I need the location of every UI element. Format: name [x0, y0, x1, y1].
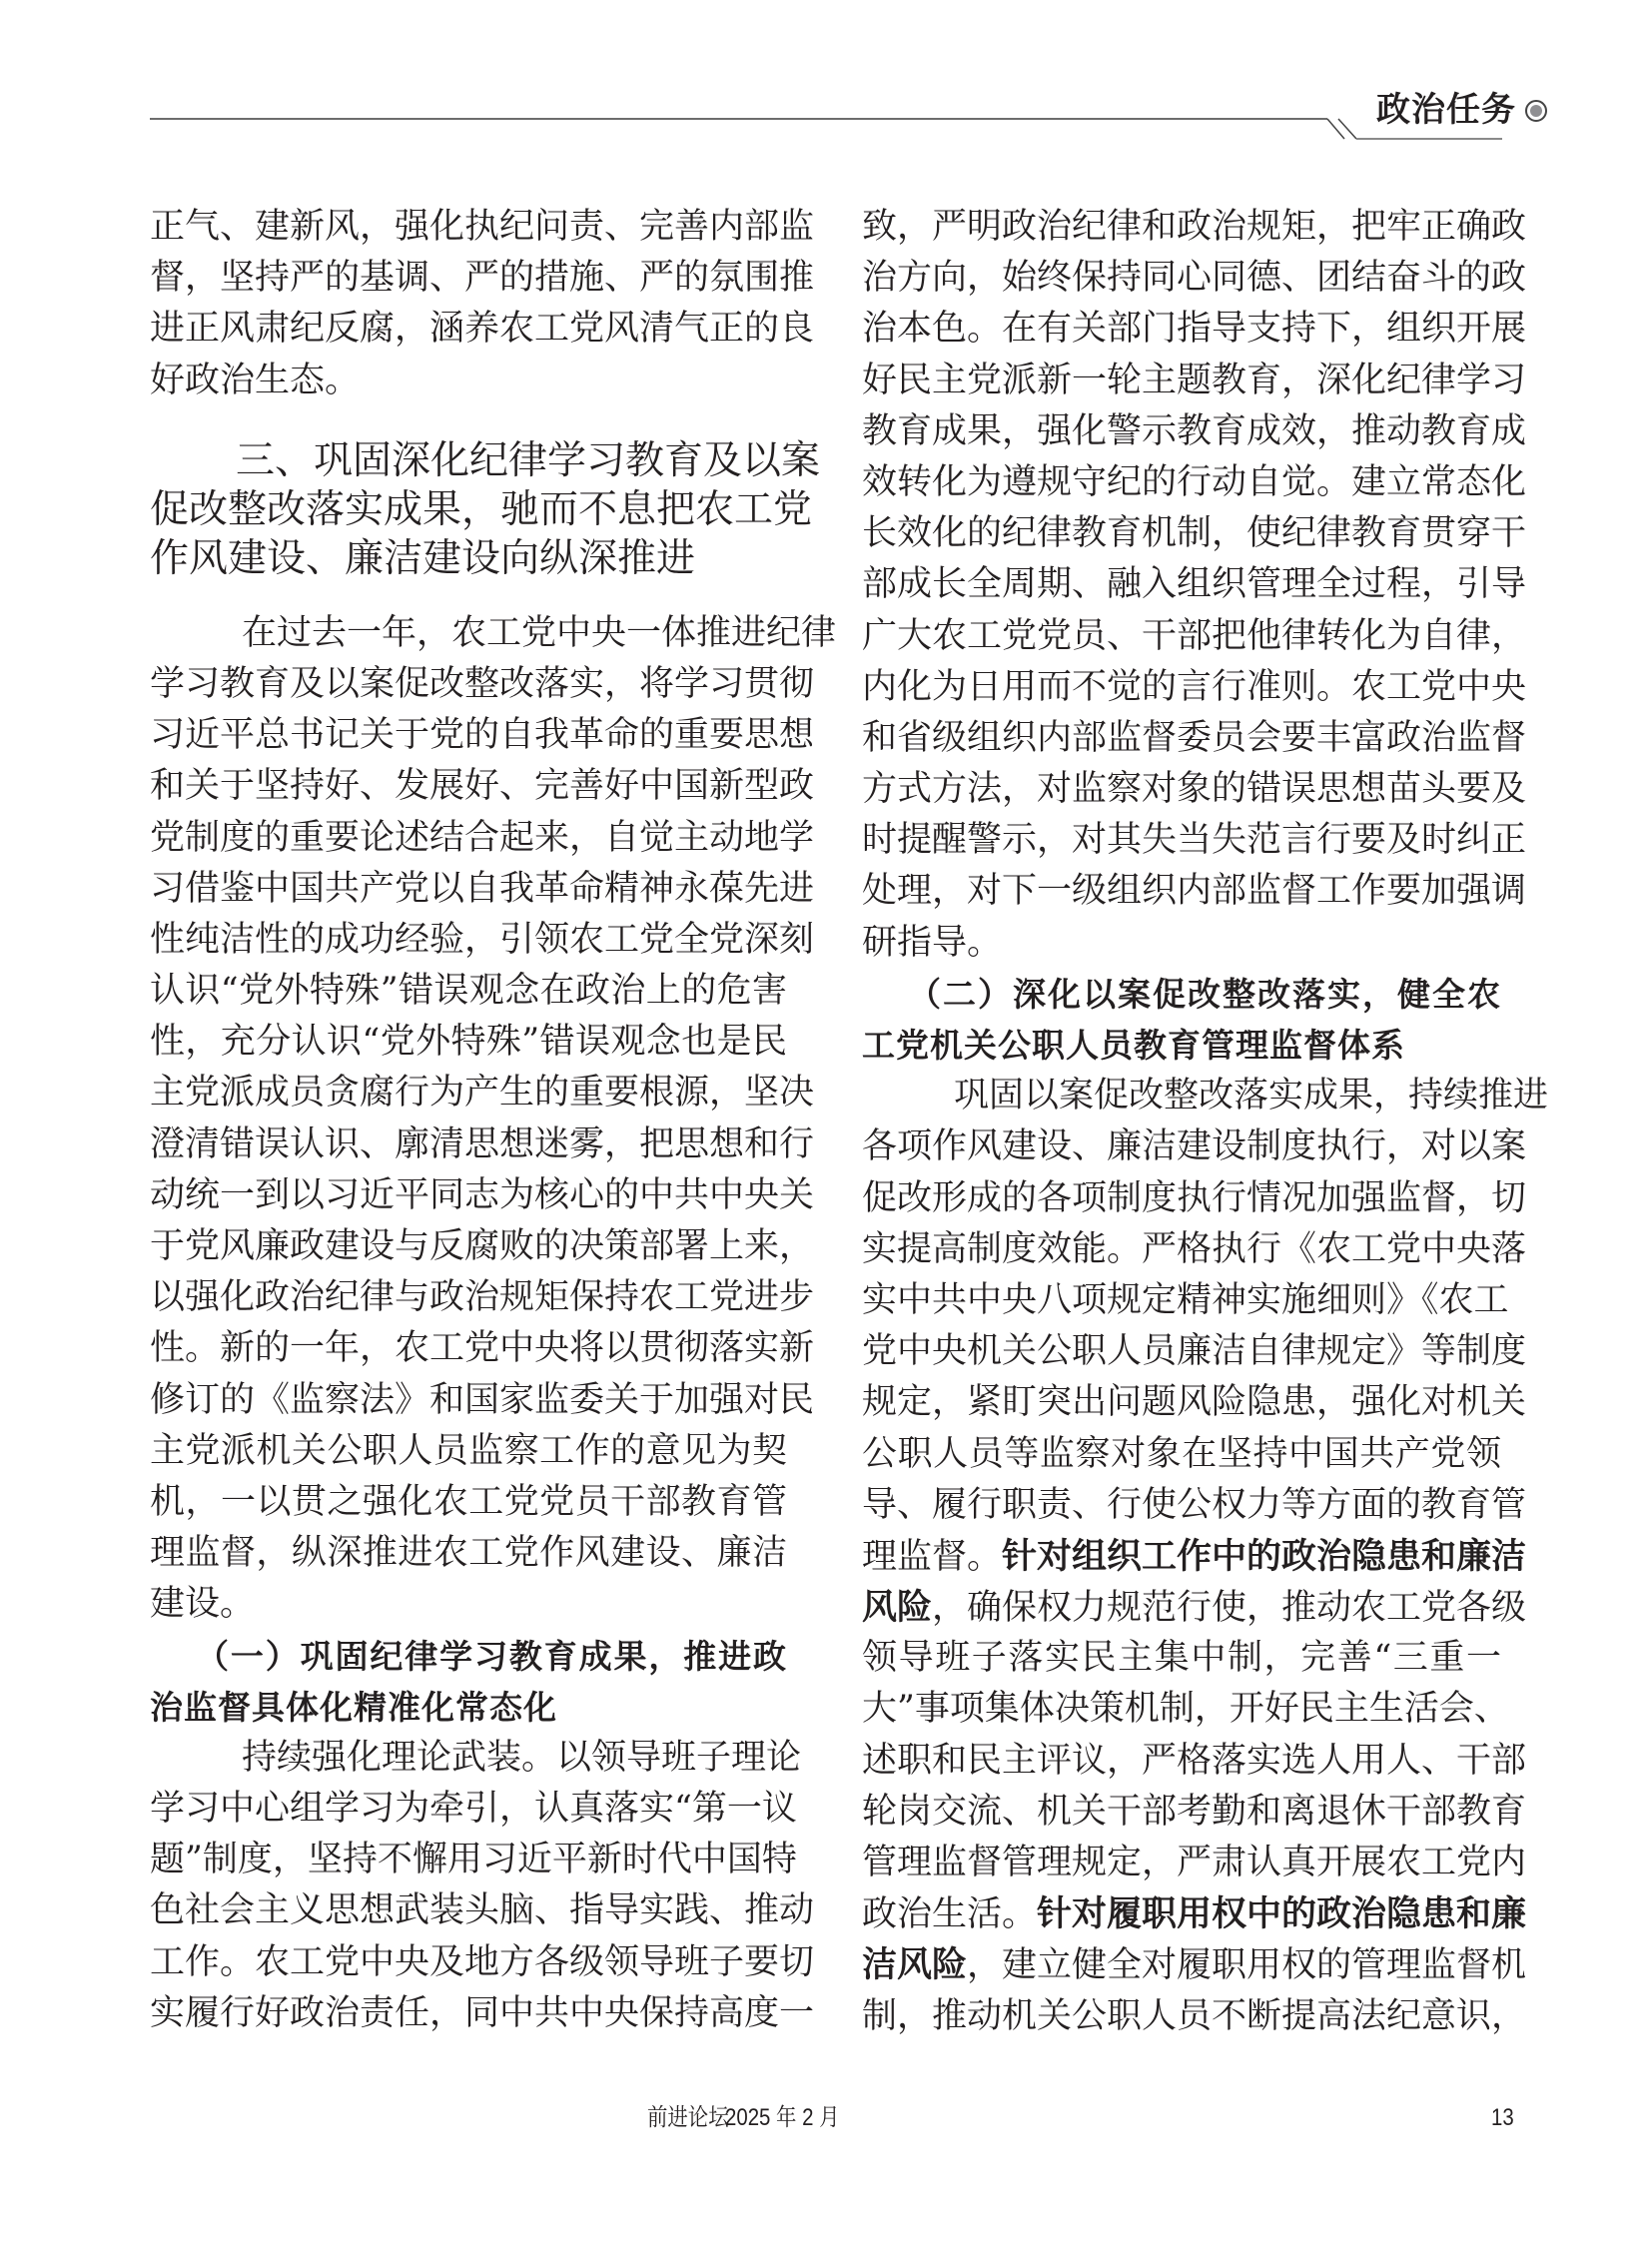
text-line: 党中央机关公职人员廉洁自律规定》等制度: [862, 1331, 1527, 1372]
text-line: 学习教育及以案促改整改落实，将学习贯彻: [150, 663, 815, 704]
text-line: [862, 1939, 1527, 1990]
text-line: 实中共中央八项规定精神实施细则》《农工: [862, 1279, 1509, 1320]
text-line: 公职人员等监察对象在坚持中国共产党领: [862, 1433, 1501, 1474]
text-line: 规定，紧盯突出问题风险隐患，强化对机关: [862, 1382, 1527, 1423]
text-line: 题”制度，坚持不懈用习近平新时代中国特: [150, 1840, 797, 1880]
text-line: 大”事项集体决策机制，开好民主生活会、: [862, 1689, 1509, 1730]
text-line: 处理，对下一级组织内部监督工作要加强调: [862, 871, 1527, 912]
text-line: [862, 1582, 1527, 1633]
text-line: 长效化的纪律教育机制，使纪律教育贯穿干: [862, 513, 1527, 554]
text-line: 制，推动机关公职人员不断提高法纪意识，: [862, 1995, 1527, 2036]
sub-heading: [862, 969, 1501, 1071]
body-paragraph: [150, 1733, 815, 2039]
text-line: 建设。: [150, 1584, 256, 1625]
text-line: 持续强化理论武装。以领导班子理论: [242, 1737, 802, 1778]
bold-emphasis: 针对组织工作中的政治隐患和廉洁: [1002, 1535, 1527, 1577]
bullet-dot: [1530, 105, 1542, 117]
text-line: 理监督，纵深推进农工党作风建设、廉洁: [150, 1533, 787, 1574]
text-line: 正气、建新风，强化执纪问责、完善内部监: [150, 207, 815, 247]
text-line: 三、巩固深化纪律学习教育及以案: [236, 437, 821, 483]
left-column: [150, 202, 837, 2039]
text-line: [862, 1888, 1527, 1939]
text-line: 时提醒警示，对其失当失范言行要及时纠正: [862, 820, 1527, 861]
text-line: 方式方法，对监察对象的错误思想苗头要及: [862, 769, 1527, 810]
body-paragraph: [150, 608, 837, 1631]
text-line: 治监督具体化精准化常态化: [150, 1687, 557, 1727]
text-line: 好政治生态。: [150, 360, 361, 400]
text-line: 动统一到以习近平同志为核心的中共中央关: [150, 1174, 815, 1215]
text-line: 广大农工党党员、干部把他律转化为自律，: [862, 615, 1527, 656]
text-line: 工作。农工党中央及地方各级领导班子要切: [150, 1941, 815, 1982]
text-line: 修订的《监察法》和国家监委关于加强对民: [150, 1379, 815, 1420]
text-line: 机，一以贯之强化农工党党员干部教育管: [150, 1481, 787, 1522]
text-line: 性纯洁性的成功经验，引领农工党全党深刻: [150, 919, 815, 960]
text-line: 作风建设、廉洁建设向纵深推进: [150, 535, 696, 581]
right-column: [862, 202, 1549, 2042]
text-line: 党制度的重要论述结合起来，自觉主动地学: [150, 817, 815, 858]
text-line: 色社会主义思想武装头脑、指导实践、推动: [150, 1890, 815, 1931]
section-heading: [150, 436, 821, 583]
text-line: 研指导。: [862, 922, 1003, 963]
text-line: 内化为日用而不觉的言行准则。农工党中央: [862, 666, 1527, 707]
radio-bullet-icon: [1525, 100, 1547, 122]
text-line: 教育成果，强化警示教育成效，推动教育成: [862, 410, 1527, 451]
footer-journal-name: 前进论坛: [647, 2104, 729, 2131]
sub-heading: [150, 1631, 787, 1733]
text-line: 实履行好政治责任，同中共中央保持高度一: [150, 1992, 815, 2033]
text-line: 效转化为遵规守纪的行动自觉。建立常态化: [862, 461, 1527, 502]
bold-emphasis: 洁风险: [862, 1944, 968, 1986]
text-line: 述职和民主评议，严格落实选人用人、干部: [862, 1740, 1527, 1781]
text-line: 促改整改落实成果，驰而不息把农工党: [150, 486, 813, 532]
text-line: 好民主党派新一轮主题教育，深化纪律学习: [862, 360, 1527, 400]
body-paragraph: [862, 202, 1527, 969]
section-title: 政治任务: [1376, 90, 1516, 130]
text-line: 治方向，始终保持同心同德、团结奋斗的政: [862, 258, 1527, 299]
text-run: ，确保权力规范行使，推动农工党各级: [932, 1588, 1527, 1629]
text-line: 习借鉴中国共产党以自我革命精神永葆先进: [150, 868, 815, 909]
text-line: 和关于坚持好、发展好、完善好中国新型政: [150, 766, 815, 807]
text-line: 性，充分认识“党外特殊”错误观念也是民: [150, 1022, 787, 1063]
text-line: 督，坚持严的基调、严的措施、严的氛围推: [150, 258, 815, 299]
text-line: 促改形成的各项制度执行情况加强监督，切: [862, 1177, 1527, 1218]
body-paragraph: [150, 202, 815, 406]
footer-issue-date: 2025 年 2 月: [725, 2104, 840, 2131]
body-paragraph: [862, 1071, 1549, 2042]
text-line: 管理监督管理规定，严肃认真开展农工党内: [862, 1843, 1527, 1882]
text-line: 澄清错误认识、廓清思想迷雾，把思想和行: [150, 1123, 815, 1164]
text-line: 学习中心组学习为牵引，认真落实“第一议: [150, 1789, 797, 1830]
text-run: 理监督。: [862, 1536, 1003, 1577]
bold-emphasis: 针对履职用权中的政治隐患和廉: [1037, 1893, 1527, 1935]
text-line: 轮岗交流、机关干部考勤和离退休干部教育: [862, 1791, 1527, 1832]
text-line: 以强化政治纪律与政治规矩保持农工党进步: [150, 1277, 815, 1318]
text-run: ，建立健全对履职用权的管理监督机: [967, 1945, 1527, 1986]
text-line: 工党机关公职人员教育管理监督体系: [862, 1026, 1405, 1065]
text-line: 导、履行职责、行使公权力等方面的教育管: [862, 1484, 1527, 1525]
text-line: 巩固以案促改整改落实成果，持续推进: [954, 1076, 1549, 1117]
text-line: 于党风廉政建设与反腐败的决策部署上来，: [150, 1226, 815, 1266]
text-line: 领导班子落实民主集中制，完善“三重一: [862, 1638, 1501, 1679]
text-line: （一）巩固纪律学习教育成果，推进政: [196, 1636, 787, 1676]
text-line: 治本色。在有关部门指导支持下，组织开展: [862, 309, 1527, 350]
bold-emphasis: 风险: [862, 1587, 933, 1629]
text-line: 主党派成员贪腐行为产生的重要根源，坚决: [150, 1073, 815, 1114]
text-line: 主党派机关公职人员监察工作的意见为契: [150, 1430, 787, 1471]
text-line: 认识“党外特殊”错误观念在政治上的危害: [150, 971, 787, 1012]
text-line: [862, 1531, 1527, 1582]
header-rule: [150, 118, 1327, 120]
text-line: 和省级组织内部监督委员会要丰富政治监督: [862, 717, 1527, 758]
text-line: 致，严明政治纪律和政治规矩，把牢正确政: [862, 207, 1527, 247]
text-line: （二）深化以案促改整改落实，健全农: [908, 974, 1501, 1014]
text-line: 在过去一年，农工党中央一体推进纪律: [242, 612, 837, 653]
text-line: 实提高制度效能。严格执行《农工党中央落: [862, 1228, 1527, 1269]
text-run: 政治生活。: [862, 1894, 1038, 1935]
text-line: 习近平总书记关于党的自我革命的重要思想: [150, 715, 815, 756]
page-number: 13: [1491, 2104, 1514, 2131]
text-line: 部成长全周期、融入组织管理全过程，引导: [862, 564, 1527, 605]
text-line: 性。新的一年，农工党中央将以贯彻落实新: [150, 1328, 815, 1369]
text-line: 各项作风建设、廉洁建设制度执行，对以案: [862, 1126, 1527, 1167]
text-line: 进正风肃纪反腐，涵养农工党风清气正的良: [150, 309, 815, 350]
